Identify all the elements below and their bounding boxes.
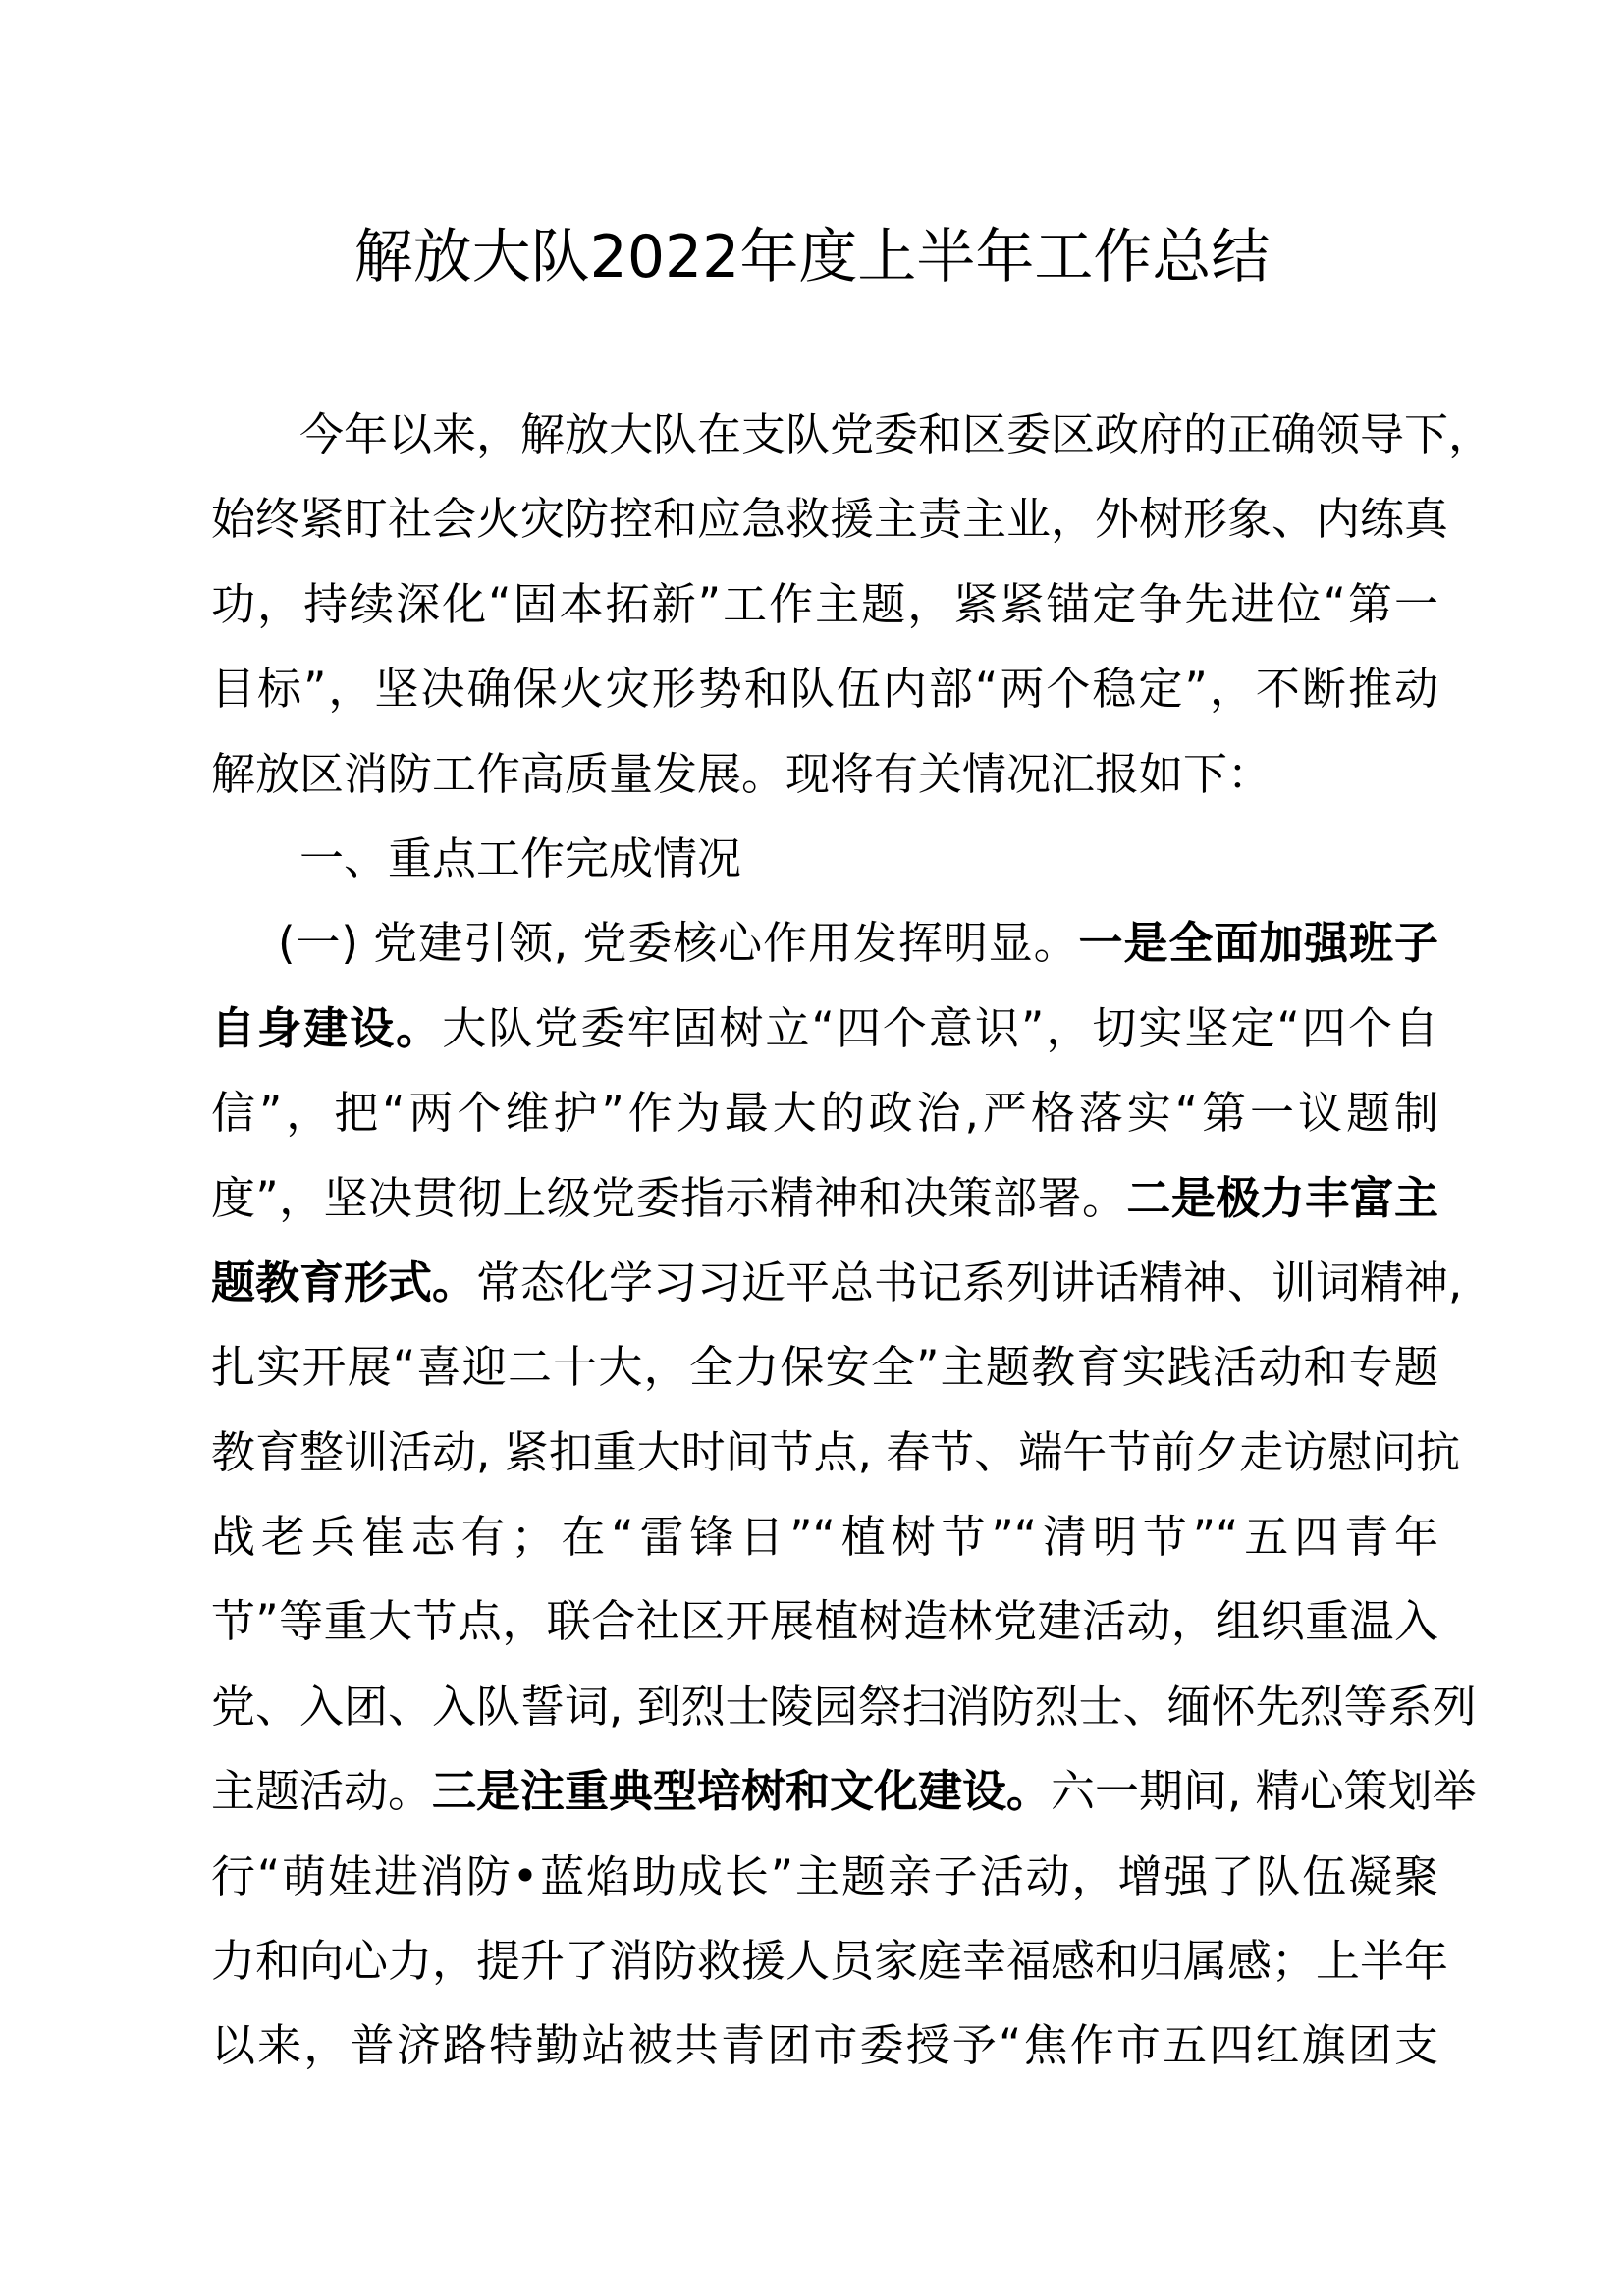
bold-text-segment: 二是极力丰富主	[1126, 1171, 1438, 1224]
text-line	[211, 562, 1438, 647]
text-segment: 大队党委牢固树立“四个意识”，切实坚定“四个自	[442, 1001, 1438, 1054]
text-segment: 信”，把“两个维护”作为最大的政治,严格落实“第一议题制	[211, 1087, 1438, 1140]
text-segment: 今年以来，解放大队在支队党委和区委区政府的正确领导下，	[299, 408, 1493, 460]
document-title: 解放大队2022年度上半年工作总结	[353, 223, 1271, 292]
text-line	[211, 1071, 1438, 1155]
text-line	[211, 901, 1438, 986]
text-line	[211, 1749, 1477, 1834]
text-line	[211, 1665, 1477, 1749]
text-segment: 六一期间, 精心策划举	[1051, 1765, 1477, 1818]
text-segment: 始终紧盯社会火灾防控和应急救援主责主业，外树形象、内练真	[211, 493, 1449, 546]
text-line	[211, 647, 1438, 731]
text-segment: 力和向心力，提升了消防救援人员家庭幸福感和归属感；上半年	[211, 1935, 1449, 1988]
text-line	[211, 1919, 1449, 2003]
text-line	[211, 1156, 1438, 1241]
text-segment: 度”，坚决贯彻上级党委指示精神和决策部署。	[211, 1171, 1127, 1224]
text-segment: 扎实开展“喜迎二十大，全力保安全”主题教育实践活动和专题	[211, 1341, 1438, 1394]
text-line	[211, 1835, 1438, 1919]
text-line	[211, 1579, 1438, 1664]
text-segment: 常态化学习习近平总书记系列讲话精神、训词精神,	[476, 1255, 1463, 1308]
text-segment: 以来，普济路特勤站被共青团市委授予“焦作市五四红旗团支	[211, 2019, 1438, 2072]
bold-text-segment: 一是全面加强班子	[1078, 917, 1438, 970]
bold-text-segment: 自身建设。	[211, 1001, 443, 1054]
text-segment: 一、重点工作完成情况	[299, 831, 742, 884]
text-segment: 教育整训活动, 紧扣重大时间节点, 春节、端午节前夕走访慰问抗	[211, 1425, 1461, 1478]
text-line	[211, 2003, 1438, 2088]
text-line	[211, 817, 1438, 901]
text-segment: 党、入团、入队誓词, 到烈士陵园祭扫消防烈士、缅怀先烈等系列	[211, 1680, 1477, 1733]
text-line	[211, 393, 1493, 477]
text-line	[211, 477, 1449, 561]
text-line	[211, 1325, 1438, 1410]
text-line	[211, 732, 1438, 817]
text-segment: 战老兵崔志有；在“雷锋日”“植树节”“清明节”“五四青年	[211, 1511, 1438, 1564]
text-line	[211, 987, 1438, 1071]
text-segment: 行“萌娃进消防•蓝焰助成长”主题亲子活动，增强了队伍凝聚	[211, 1849, 1438, 1902]
text-segment: 目标”，坚决确保火灾形势和队伍内部“两个稳定”，不断推动	[211, 663, 1438, 716]
text-segment: (一) 党建引领, 党委核心作用发挥明显。	[278, 917, 1079, 970]
text-segment: 节”等重大节点，联合社区开展植树造林党建活动，组织重温入	[211, 1595, 1438, 1648]
text-segment: 解放区消防工作高质量发展。现将有关情况汇报如下：	[211, 747, 1272, 800]
text-segment: 主题活动。	[211, 1765, 433, 1818]
bold-text-segment: 题教育形式。	[211, 1255, 477, 1308]
document-body	[211, 393, 1493, 2089]
text-line	[211, 1495, 1438, 1579]
text-line	[211, 1411, 1461, 1495]
text-line	[211, 1241, 1463, 1325]
text-segment: 功，持续深化“固本拓新”工作主题，紧紧锚定争先进位“第一	[211, 577, 1438, 630]
bold-text-segment: 三是注重典型培树和文化建设。	[432, 1765, 1052, 1818]
